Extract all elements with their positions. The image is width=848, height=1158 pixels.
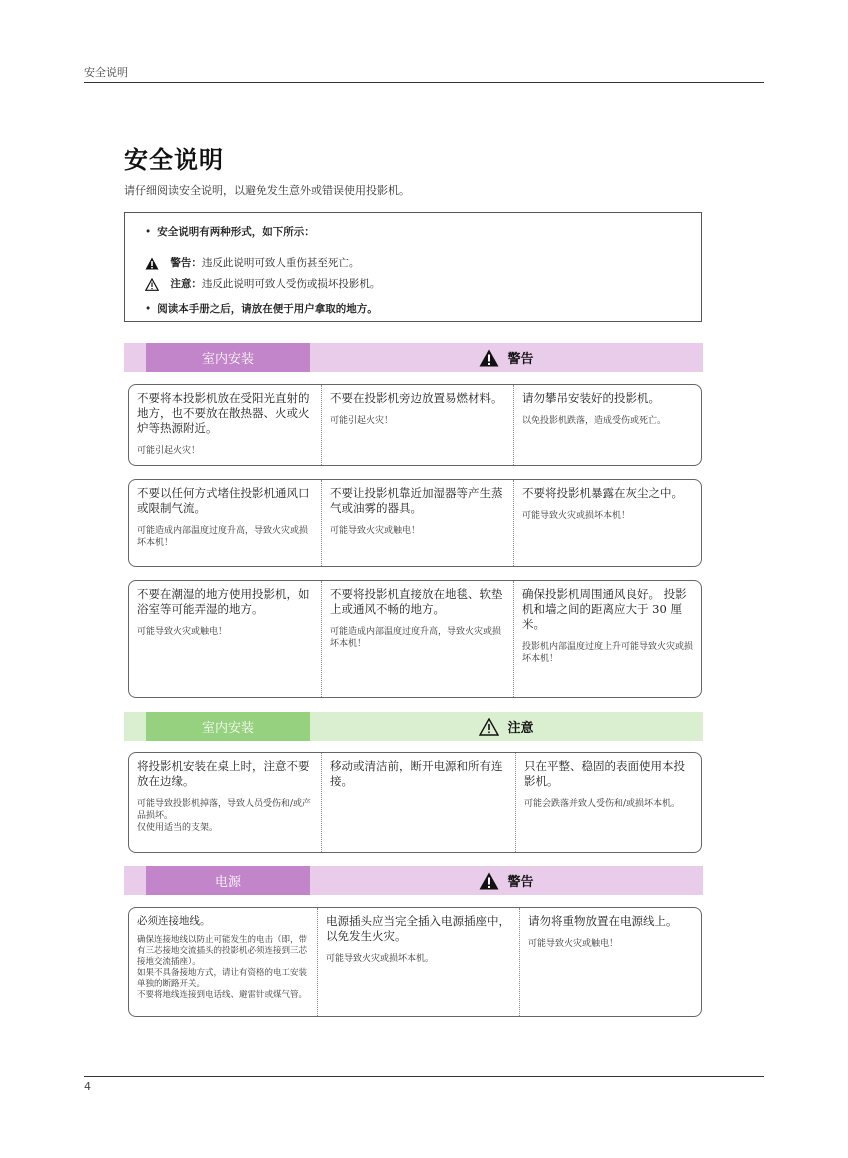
warning-filled-icon [145,257,159,270]
page-title: 安全说明 [124,145,224,174]
section-tab: 室内安装 [146,343,310,372]
section-tab: 电源 [146,866,310,895]
item-detail: 可能会跌落并致人受伤和/或损坏本机。 [524,799,681,809]
section-kind-label: 警告 [507,875,534,890]
item-detail: 以免投影机跌落，造成受伤或死亡。 [522,416,667,426]
item-title: 不要在潮湿的地方使用投影机，如浴室等可能弄湿的地方。 [137,587,310,616]
caution-item [129,753,321,852]
warning-filled-icon [479,349,499,367]
caution-item [321,753,515,852]
item-detail: 确保连接地线以防止可能发生的电击（即，带有三芯接地交流插头的投影机必须连接到三芯接地交流插座）。 如果不具备接地方式，请让有资格的电工安装单独的断路开关。 不要将地线连接到电话线、避雷针或煤气管。 [137,935,308,1000]
info-box [124,212,702,322]
caution-outline-icon [145,278,159,291]
info-bullet-forms: • 安全说明有两种形式，如下所示： [145,226,315,238]
header-divider [84,82,764,83]
section-band-power-warning [124,866,703,895]
caution-outline-icon [479,718,499,736]
item-title: 请勿攀吊安装好的投影机。 [522,391,660,405]
item-title: 不要让投影机靠近加湿器等产生蒸气或油雾的器具。 [330,486,503,515]
warning-item [321,581,513,697]
section-band-indoor-warning [124,343,703,372]
item-detail: 投影机内部温度过度上升可能导致火灾或损坏本机！ [522,642,694,664]
item-title: 不要将本投影机放在受阳光直射的地方，也不要放在散热器、火或火炉等热源附近。 [137,391,310,435]
item-title: 只在平整、稳固的表面使用本投影机。 [524,759,685,788]
warning-item [513,581,701,697]
warning-text: 违反此说明可致人重伤甚至死亡。 [201,257,360,269]
warning-item [321,385,513,465]
warning-item [317,908,519,1016]
info-bullet-forms-text: 安全说明有两种形式，如下所示： [157,226,315,238]
warning-item [129,581,321,697]
item-detail: 可能导致火灾或触电！ [330,526,421,536]
warning-item [513,480,701,566]
warning-item [129,385,321,465]
footer-divider [84,1076,764,1077]
warning-item [513,385,701,465]
item-detail: 可能引起火灾！ [330,416,394,426]
section-kind [310,712,703,741]
section-band-indoor-caution [124,712,703,741]
info-bullet-keep: • 阅读本手册之后，请放在便于用户拿取的地方。 [145,303,378,315]
info-warning-line [145,255,359,270]
item-title: 将投影机安装在桌上时，注意不要放在边缘。 [137,759,310,788]
item-detail: 可能造成内部温度过度升高，导致火灾或损坏本机！ [137,526,309,548]
item-detail: 可能引起火灾！ [137,446,201,456]
warning-item [321,480,513,566]
info-bullet-keep-text: 阅读本手册之后，请放在便于用户拿取的地方。 [157,303,378,315]
running-header: 安全说明 [84,66,128,79]
item-detail: 可能导致火灾或损坏本机！ [522,511,631,521]
section-kind [310,866,703,895]
warning-label: 警告： [170,257,202,269]
warning-item [129,908,317,1016]
item-title: 确保投影机周围通风良好。 投影机和墙之间的距离应大于 30 厘米。 [522,587,687,631]
page-intro: 请仔细阅读安全说明，以避免发生意外或错误使用投影机。 [124,184,410,197]
warning-item [519,908,701,1016]
item-detail: 可能导致火灾或损坏本机。 [326,954,435,964]
item-title: 不要以任何方式堵住投影机通风口或限制气流。 [137,486,310,515]
caution-text: 违反此说明可致人受伤或损坏投影机。 [201,278,381,290]
indoor-warning-row-3 [128,580,702,698]
item-title: 不要将投影机暴露在灰尘之中。 [522,486,683,500]
section-tab: 室内安装 [146,712,310,741]
section-kind [310,343,703,372]
item-detail: 可能造成内部温度过度升高，导致火灾或损坏本机！ [330,627,502,649]
item-title: 必须连接地线。 [137,915,211,927]
indoor-caution-row-1 [128,752,702,853]
item-title: 不要在投影机旁边放置易燃材料。 [330,391,503,405]
item-detail: 可能导致投影机掉落，导致人员受伤和/或产品损坏。 仅使用适当的支架。 [137,799,312,833]
warning-item [129,480,321,566]
info-caution-line [145,276,380,291]
warning-filled-icon [479,872,499,890]
item-detail: 可能导致火灾或触电！ [137,627,228,637]
section-kind-label: 注意 [507,721,534,736]
caution-label: 注意： [170,278,202,290]
indoor-warning-row-2 [128,479,702,567]
item-detail: 可能导致火灾或触电！ [528,939,619,949]
section-kind-label: 警告 [507,352,534,367]
caution-item [515,753,701,852]
indoor-warning-row-1 [128,384,702,466]
item-title: 请勿将重物放置在电源线上。 [528,914,678,928]
power-warning-row-1 [128,907,702,1017]
item-title: 移动或清洁前，断开电源和所有连接。 [330,759,503,788]
item-title: 不要将投影机直接放在地毯、软垫上或通风不畅的地方。 [330,587,503,616]
page-number: 4 [84,1080,91,1093]
item-title: 电源插头应当完全插入电源插座中，以免发生火灾。 [326,914,510,943]
